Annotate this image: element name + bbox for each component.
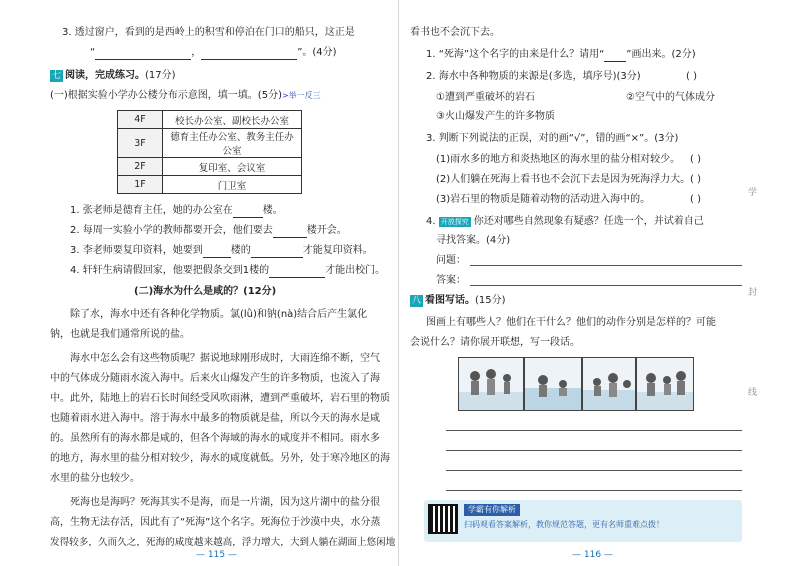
comic-panel-3 bbox=[582, 357, 636, 411]
r-question-3: 3. 判断下列说法的正误，对的画“√”，错的画“×”。(3分) bbox=[426, 133, 679, 144]
passage-line: 中。此外，陆地上的岩石长时间经受风吹雨淋，遭到严重破坏，岩石里的物质 bbox=[50, 393, 390, 404]
passage-line: 除了水，海水中还有各种化学物质。氯(lǜ)和钠(nà)结合后产生氯化 bbox=[70, 309, 368, 320]
passage-line: 也随着雨水进入海中。溶于海水中最多的物质就是盐，所以今天的海水是咸 bbox=[50, 413, 380, 424]
q3-blank-1[interactable] bbox=[95, 49, 191, 60]
table-row bbox=[118, 158, 302, 176]
passage-line: 高，生物无法存活，因此有了“死海”这个名字。死海位于沙漠中央，水分蒸 bbox=[50, 517, 381, 528]
writing-prompt-1: 图画上有哪些人？他们在干什么？他们的动作分别是怎样的？可能 bbox=[426, 317, 716, 328]
passage-line: 水里的盐分也较少。 bbox=[50, 473, 140, 484]
judgement-3-paren[interactable]: ( ) bbox=[690, 194, 701, 205]
floor-content: 德育主任办公室、教务主任办公室 bbox=[163, 129, 302, 158]
comic-panel-4-image bbox=[637, 358, 693, 410]
judgement-3: (3)岩石里的物质是随着动物的活动进入海中的。 bbox=[436, 194, 651, 205]
answer-label: 答案： bbox=[436, 275, 466, 286]
r-question-2: 2. 海水中各种物质的来源是(多选，填序号)(3分) bbox=[426, 71, 641, 82]
answer-blank[interactable] bbox=[273, 227, 307, 238]
section-title: 阅读，完成练习。 bbox=[65, 70, 146, 81]
right-page bbox=[400, 0, 800, 566]
floor-label: 3F bbox=[118, 129, 163, 158]
comic-panel-2-image bbox=[525, 358, 581, 410]
floor-label: 2F bbox=[118, 158, 163, 176]
section-7-heading bbox=[50, 69, 176, 83]
floor-content: 门卫室 bbox=[163, 176, 302, 194]
p1-question-3: 3. 李老师要复印资料，她要到 楼的 才能复印资料。 bbox=[70, 245, 373, 256]
q2-answer-paren[interactable]: ( ) bbox=[686, 71, 697, 82]
p1-question-1: 1. 张老师是德育主任，她的办公室在 楼。 bbox=[70, 205, 283, 216]
judgement-1-paren[interactable]: ( ) bbox=[690, 154, 701, 165]
floor-label: 1F bbox=[118, 176, 163, 194]
judgement-1: (1)雨水多的地方和炎热地区的海水里的盐分相对较少。 bbox=[436, 154, 681, 165]
binding-label: 学 bbox=[748, 188, 758, 198]
part-2-heading: (二)海水为什么是咸的？(12分) bbox=[134, 286, 277, 297]
writing-line[interactable] bbox=[446, 450, 742, 451]
option-2: ②空气中的气体成分 bbox=[626, 92, 715, 103]
table-row bbox=[118, 111, 302, 129]
q3-fill: “ ， ”。(4分) bbox=[90, 47, 337, 58]
q3-text: 3. 透过窗户，看到的是西岭上的积雪和停泊在门口的船只，这正是 bbox=[62, 27, 355, 38]
option-1: ①遭到严重破坏的岩石 bbox=[436, 92, 535, 103]
passage-line: 死海也是海吗？死海其实不是海，而是一片湖，因为这片湖中的盐分很 bbox=[70, 497, 380, 508]
p1-question-4: 4. 轩轩生病请假回家，他要把假条交到1楼的 才能出校门。 bbox=[70, 265, 386, 276]
comic-panel-3-image bbox=[583, 358, 635, 410]
passage-line: 发得较多，久而久之，死海的咸度越来越高，浮力增大，大到人躺在湖面上悠闲地 bbox=[50, 537, 396, 548]
section-points: (15分) bbox=[475, 295, 506, 306]
writing-line[interactable] bbox=[446, 490, 742, 491]
qr-code-icon[interactable] bbox=[428, 504, 458, 534]
question-label: 问题： bbox=[436, 255, 466, 266]
section-points: (17分) bbox=[145, 70, 176, 81]
r-question-1: 1. “死海”这个名字的由来是什么？请用“ ”画出来。(2分) bbox=[426, 49, 696, 60]
office-floor-table bbox=[117, 110, 302, 194]
comic-panel-1-image bbox=[459, 358, 523, 410]
section-title: 看图写话。 bbox=[425, 295, 476, 306]
r-question-4-cont: 寻找答案。(4分) bbox=[436, 235, 511, 246]
banner-title: 学霸有你解析 bbox=[464, 504, 520, 516]
passage-line: 海水中怎么会有这些物质呢？据说地球刚形成时，大雨连绵不断，空气 bbox=[70, 353, 380, 364]
binding-label: 线 bbox=[748, 388, 758, 398]
comic-panel-4 bbox=[636, 357, 694, 411]
passage-line: 中的气体成分随雨水流入海中。后来火山爆发产生的许多物质，也流入了海 bbox=[50, 373, 380, 384]
floor-content: 复印室、会议室 bbox=[163, 158, 302, 176]
p1-question-2: 2. 每周一实验小学的教师都要开会，他们要去 楼开会。 bbox=[70, 225, 347, 236]
option-3: ③火山爆发产生的许多物质 bbox=[436, 111, 555, 122]
passage-line: 钠，也就是我们通常所说的盐。 bbox=[50, 329, 190, 340]
q3-blank-2[interactable] bbox=[201, 49, 297, 60]
open-inquiry-tag: 开放探究 bbox=[440, 218, 469, 226]
comic-panel-1 bbox=[458, 357, 524, 411]
page-number: — 115 — bbox=[196, 550, 237, 560]
underline-sample bbox=[604, 51, 626, 62]
answer-line[interactable] bbox=[470, 285, 742, 286]
r-question-4: 4. 开放探究 你还对哪些自然现象有疑惑？任选一个，并试着自己 bbox=[426, 216, 704, 227]
section-8-heading bbox=[410, 294, 506, 308]
practice-tag: >举一反三 bbox=[281, 91, 321, 100]
banner-text: 扫码观看答案解析，教你规范答题，更有名师重难点拨！ bbox=[464, 520, 664, 529]
writing-line[interactable] bbox=[446, 470, 742, 471]
section-number-badge: 八 bbox=[412, 296, 422, 306]
answer-blank[interactable] bbox=[251, 247, 303, 258]
judgement-2: (2)人们躺在死海上看书也不会沉下去是因为死海浮力大。 bbox=[436, 174, 691, 185]
writing-line[interactable] bbox=[446, 430, 742, 431]
floor-content: 校长办公室、副校长办公室 bbox=[163, 111, 302, 129]
part-1-heading: (一)根据实验小学办公楼分布示意图，填一填。(5分)>举一反三 bbox=[50, 90, 321, 101]
floor-label: 4F bbox=[118, 111, 163, 129]
page-number: — 116 — bbox=[572, 550, 613, 560]
passage-line: 的。虽然所有的海水都是咸的，但各个海域的海水的咸度并不相同。雨水多 bbox=[50, 433, 380, 444]
answer-blank[interactable] bbox=[233, 207, 263, 218]
table-row bbox=[118, 176, 302, 194]
binding-label: 封 bbox=[748, 288, 758, 298]
answer-blank[interactable] bbox=[203, 247, 231, 258]
section-number-badge: 七 bbox=[52, 71, 62, 81]
answer-blank[interactable] bbox=[269, 267, 325, 278]
judgement-2-paren[interactable]: ( ) bbox=[690, 174, 701, 185]
passage-line: 的地方，海水里的盐分相对较少，海水的咸度就低。另外，处于寒冷地区的海 bbox=[50, 453, 390, 464]
passage-continuation: 看书也不会沉下去。 bbox=[410, 27, 500, 38]
question-answer-line[interactable] bbox=[470, 265, 742, 266]
table-row bbox=[118, 129, 302, 158]
comic-panel-2 bbox=[524, 357, 582, 411]
writing-prompt-2: 会说什么？请你展开联想，写一段话。 bbox=[410, 337, 580, 348]
